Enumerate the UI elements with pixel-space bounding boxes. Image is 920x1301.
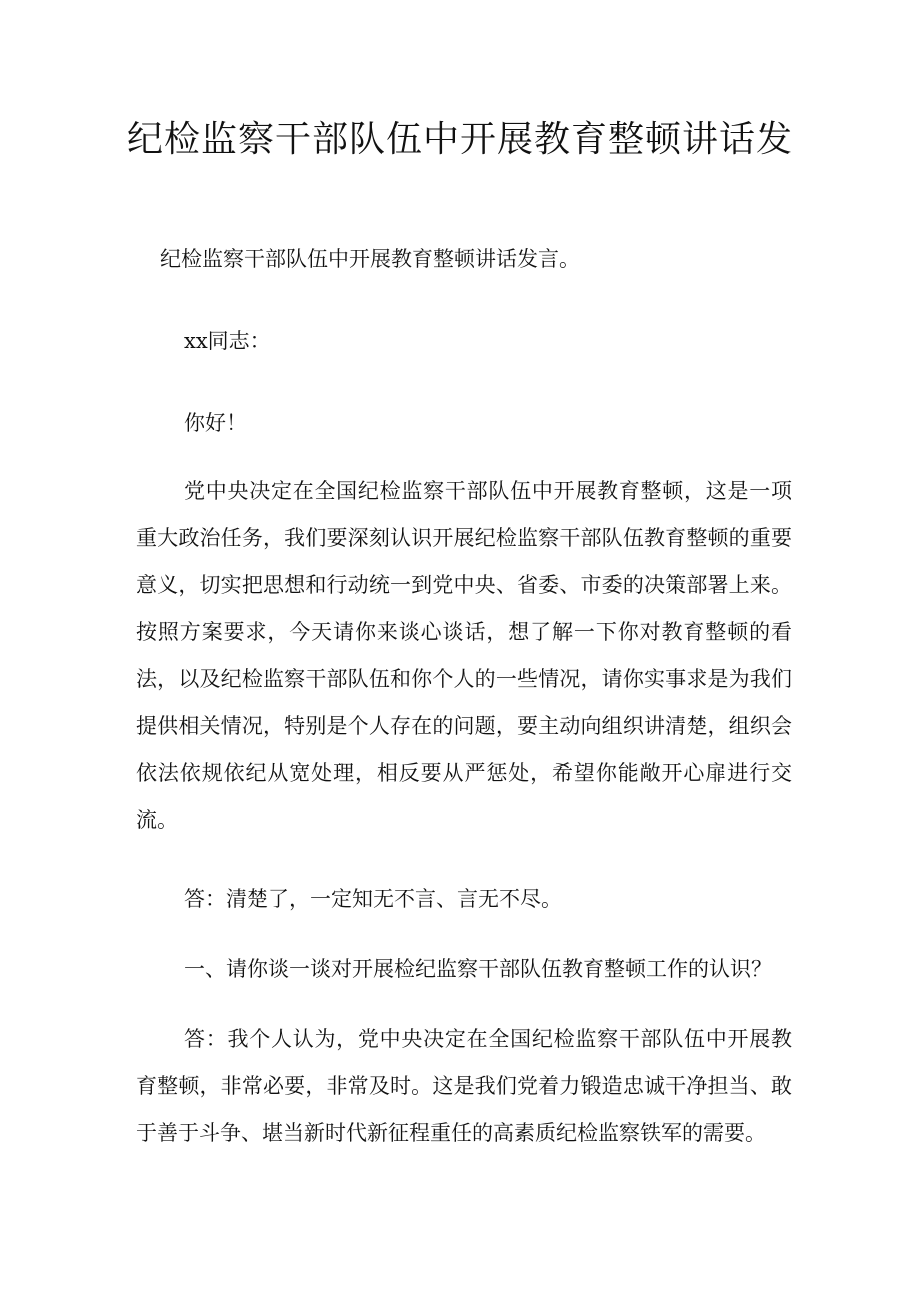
answer-paragraph: 答：清楚了，一定知无不言、言无不尽。 xyxy=(184,887,562,911)
greeting-paragraph: xx同志： xyxy=(184,329,271,353)
intro-paragraph: 纪检监察干部队伍中开展教育整顿讲话发言。 xyxy=(160,247,580,271)
answer-paragraph: 答：我个人认为，党中央决定在全国纪检监察干部队伍中开展教育整顿，非常必要，非常及时。这是我们党着力锻造忠诚干净担当、敢于善于斗争、堪当新时代新征程重任的高素质纪检监察铁军的需要。 xyxy=(136,1027,792,1145)
question-paragraph: 一、请你谈一谈对开展检纪监察干部队伍教育整顿工作的认识？ xyxy=(184,957,772,981)
document-title: 纪检监察干部队伍中开展教育整顿讲话发 xyxy=(126,119,793,160)
body-paragraph: 党中央决定在全国纪检监察干部队伍中开展教育整顿，这是一项重大政治任务，我们要深刻认识开展纪检监察干部队伍教育整顿的重要意义，切实把思想和行动统一到党中央、省委、市委的决策部署上来。按照方案要求，今天请你来谈心谈话，想了解一下你对教育整顿的看法，以及纪检监察干部队伍和你个人的一些情况，请你实事求是为我们提供相关情况，特别是个人存在的问题，要主动向组织讲清楚，组织会依法依规依纪从宽处理，相反要从严惩处，希望你能敞开心扉进行交流。 xyxy=(136,479,792,832)
hello-paragraph: 你好！ xyxy=(184,411,247,435)
